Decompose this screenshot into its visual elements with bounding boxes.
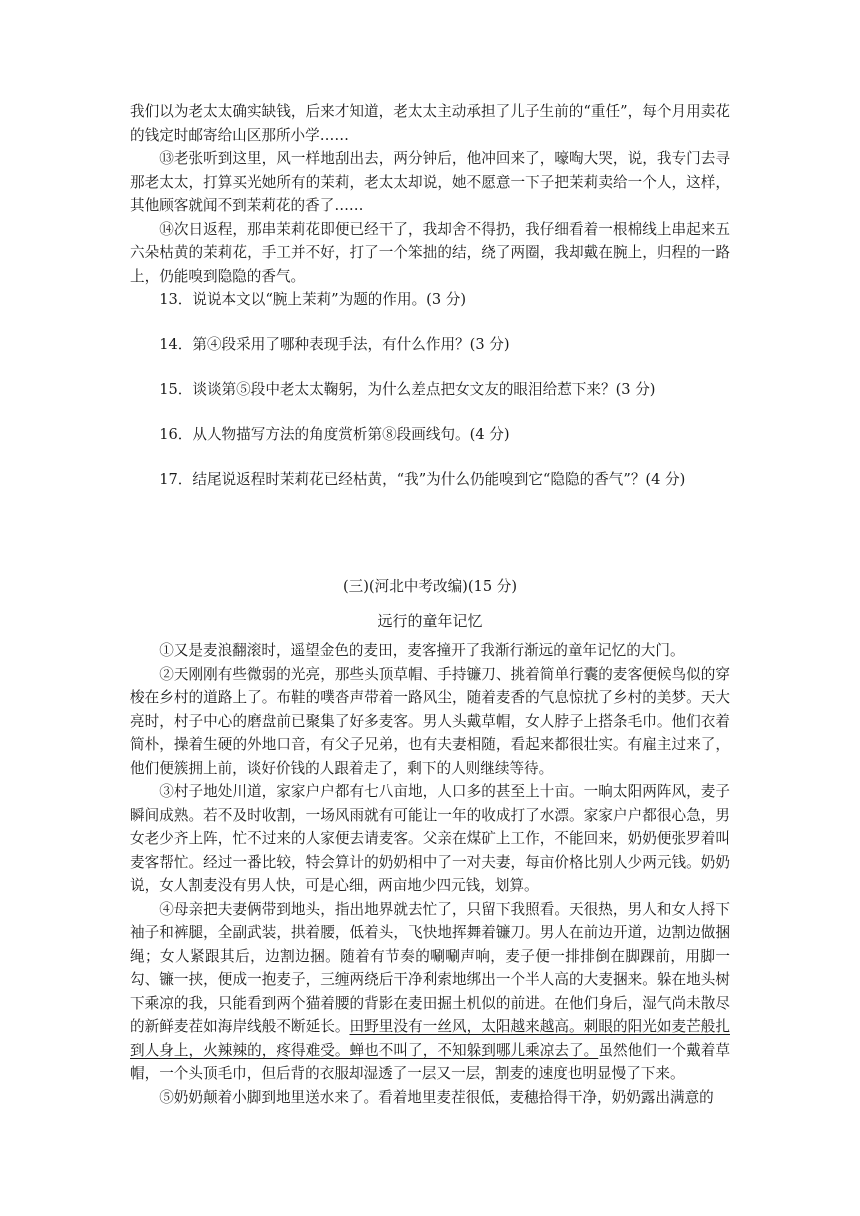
question-13: 13．说说本文以“腕上茉莉”为题的作用。(3 分) [159, 291, 467, 308]
paragraph-3: ③村子地处川道，家家户户都有七八亩地，人口多的甚至上十亩。一晌太阳两阵风，麦子瞬间成熟。若不及时收割，一场风雨就有可能让一年的收成打了水漂。家家户户都很心急，男女老少齐上阵，忙不过来的人家便去请麦客。父亲在煤矿上工作，不能回来，奶奶便张罗着叫麦客帮忙。经过一番比较，特会算计的奶奶相中了一对夫妻，每亩价格比别人少两元钱。奶奶说，女人割麦没有男人快，可是心细，两亩地少四元钱，划算。 [130, 783, 730, 894]
document-page [130, 100, 730, 1109]
paragraph-5: ⑤奶奶颠着小脚到地里送水来了。看着地里麦茬很低，麦穗拾得干净，奶奶露出满意的 [159, 1088, 714, 1106]
paragraph-13: ⑬老张听到这里，风一样地刮出去，两分钟后，他冲回来了，嚎啕大哭，说，我专门去寻那老太太，打算买光她所有的茉莉，老太太却说，她不愿意一下子把茉莉卖给一个人，这样，其他顾客就闻不到茉莉花的香了…… [130, 150, 730, 214]
passage-two-end [130, 100, 730, 288]
question-15: 15．谈谈第⑤段中老太太鞠躬，为什么差点把女文友的眼泪给惹下来？(3 分) [159, 381, 656, 398]
section-three [130, 575, 730, 1110]
paragraph-4-part-b: 虽然他们一个戴着草帽，一个头顶毛巾，但后背的衣服却湿透了一层又一层，割麦的速度也明显慢了下来。 [130, 1041, 730, 1082]
paragraph-14: ⑭次日返程，那串茉莉花即便已经干了，我却舍不得扔，我仔细看着一根棉线上串起来五六朵枯黄的茉莉花，手工并不好，打了一个笨拙的结，绕了两圈，我却戴在腕上，归程的一路上，仍能嗅到隐隐的香气。 [130, 220, 730, 285]
paragraph-4 [130, 898, 730, 1086]
question-16: 16．从人物描写方法的角度赏析第⑧段画线句。(4 分) [159, 426, 510, 443]
article-title: 远行的童年记忆 [377, 612, 483, 630]
question-17: 17．结尾说返程时茉莉花已经枯黄，“我”为什么仍能嗅到它“隐隐的香气”？(4 分) [159, 471, 686, 488]
underlined-sentence: 田野里没有一丝风，太阳越来越高。刺眼的阳光如麦芒般扎到人身上，火辣辣的，疼得难受。蝉也不叫了，不知躲到哪儿乘凉去了。 [130, 1018, 730, 1059]
question-14: 14．第④段采用了哪种表现手法，有什么作用？(3 分) [159, 336, 510, 353]
question-list [130, 288, 730, 492]
paragraph-4-part-a: ④母亲把夫妻俩带到地头，指出地界就去忙了，只留下我照看。天很热，男人和女人捋下袖子和裤腿，全副武装，拱着腰，低着头，飞快地挥舞着镰刀。男人在前边开道，边割边做捆绳；女人紧跟其后，边割边捆。随着有节奏的唰唰声响，麦子便一排排倒在脚踝前，用脚一勾、镰一挟，便成一抱麦子，三缠两绕后干净利索地绑出一个半人高的大麦捆来。躲在地头树下乘凉的我，只能看到两个猫着腰的背影在麦田掘土机似的前进。在他们身后，湿气尚未散尽的新鲜麦茬如海岸线般不断延长。 [130, 900, 730, 1035]
paragraph-1: ①又是麦浪翻滚时，遥望金色的麦田，麦客撞开了我渐行渐远的童年记忆的大门。 [159, 642, 685, 659]
paragraph-2: ②天刚刚有些微弱的光亮，那些头顶草帽、手持镰刀、挑着简单行囊的麦客便候鸟似的穿梭在乡村的道路上了。布鞋的噗沓声带着一路风尘，随着麦香的气息惊扰了乡村的美梦。天大亮时，村子中心的磨盘前已聚集了好多麦客。男人头戴草帽，女人脖子上搭条毛巾。他们衣着简朴，操着生硬的外地口音，有父子兄弟，也有夫妻相随，看起来都很壮实。有雇主过来了，他们便簇拥上前，谈好价钱的人跟着走了，剩下的人则继续等待。 [130, 665, 730, 777]
paragraph-continued: 我们以为老太太确实缺钱，后来才知道，老太太主动承担了儿子生前的“重任”，每个月用卖花的钱定时邮寄给山区那所小学…… [130, 103, 730, 144]
section-heading: (三)(河北中考改编)(15 分) [342, 577, 518, 595]
